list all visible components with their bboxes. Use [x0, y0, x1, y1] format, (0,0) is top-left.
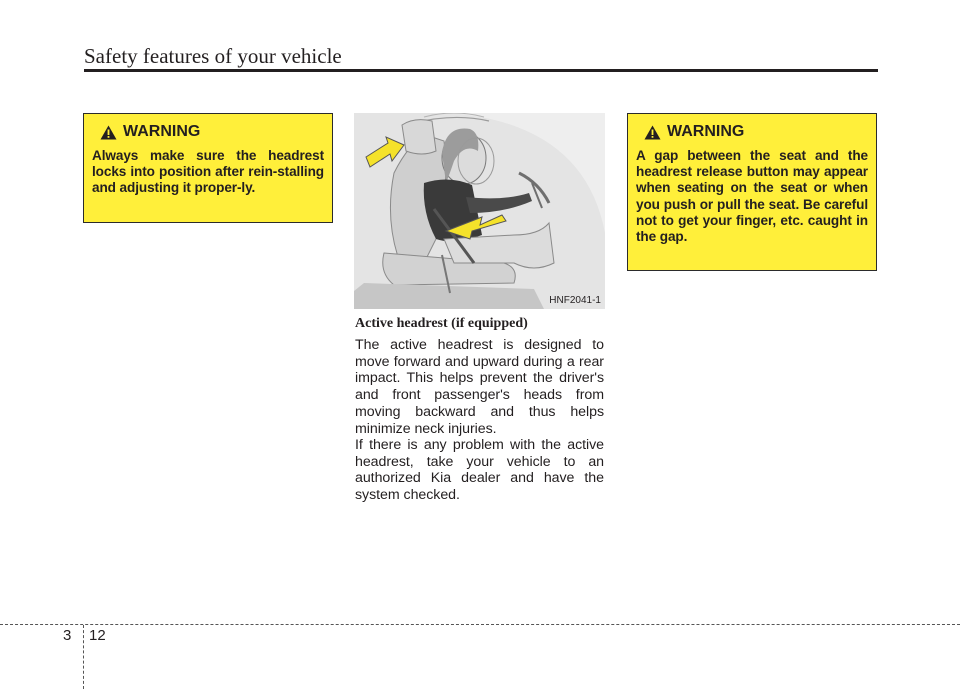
figure-label: HNF2041-1	[549, 295, 601, 306]
section-heading: Active headrest (if equipped)	[355, 316, 528, 331]
page-header-title: Safety features of your vehicle	[84, 44, 342, 68]
footer-rule	[0, 624, 960, 625]
warning-header	[644, 123, 868, 141]
warning-box-headrest-lock	[83, 113, 333, 223]
headrest-illustration	[354, 113, 605, 309]
warning-triangle-icon	[644, 125, 661, 140]
warning-box-gap	[627, 113, 877, 271]
seated-driver-illustration	[354, 113, 605, 309]
warning-body: A gap between the seat and the headrest release button may appear when seating on the seat or when you push or pull the seat. Be careful not to get your finger, etc. caught in the gap.	[636, 148, 868, 245]
warning-title: WARNING	[667, 123, 745, 140]
warning-body: Always make sure the headrest locks into position after rein-stalling and adjusting it proper-ly.	[92, 148, 324, 196]
body-paragraph: The active headrest is designed to move forward and upward during a rear impact. This helps prevent the driver's and front passenger's heads from moving backward and thus helps minimize neck injuries.	[355, 337, 604, 437]
page-number: 12	[89, 627, 106, 644]
chapter-number: 3	[63, 627, 72, 644]
warning-title: WARNING	[123, 123, 201, 140]
body-paragraph: If there is any problem with the active headrest, take your vehicle to an authorized Kia dealer and have the system checked.	[355, 437, 604, 504]
footer-divider	[83, 625, 84, 689]
warning-header	[100, 123, 324, 141]
warning-triangle-icon	[100, 125, 117, 140]
header-rule	[84, 69, 878, 72]
